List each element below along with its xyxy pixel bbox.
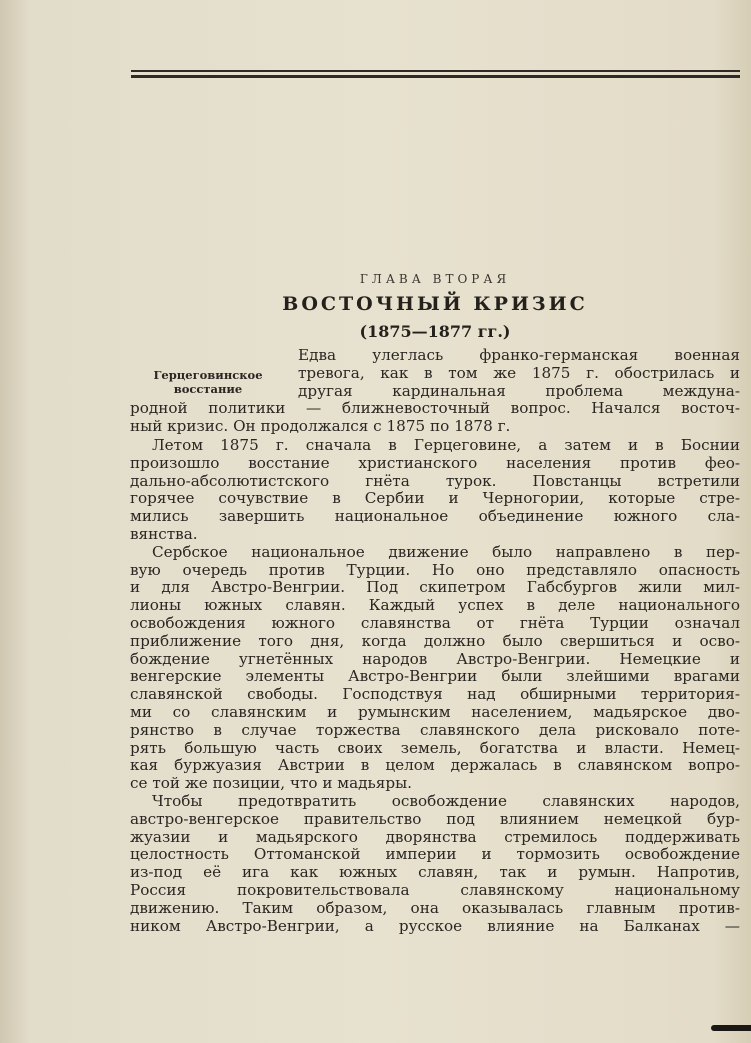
text-line: вянства. — [130, 524, 198, 543]
text-line: австро-венгерское правительство под влиянием немецкой бур- — [130, 809, 740, 828]
body-text — [130, 437, 740, 935]
text-line: лионы южных славян. Каждый успех в деле национального — [130, 596, 740, 615]
text-line: рянство в случае торжества славянского дела рисковало поте- — [130, 720, 740, 739]
text-line: Россия покровительствовала славянскому национальному — [130, 880, 740, 899]
text-line: родной политики — ближневосточный вопрос. Начался восточ- — [130, 399, 740, 418]
margin-heading-line-1: Герцеговинское — [153, 368, 263, 382]
text-line: движению. Таким образом, она оказывалась главным против- — [130, 898, 740, 917]
text-line: бождение угнетённых народов Австро-Венгрии. Немецкие и — [130, 649, 740, 668]
text-line: ный кризис. Он продолжался с 1875 по 1878 г. — [130, 417, 511, 436]
text-line: вую очередь против Турции. Но оно представляло опасность — [130, 560, 740, 579]
text-line: се той же позиции, что и мадьяры. — [130, 774, 413, 793]
text-line: мились завершить национальное объединение южного сла- — [130, 507, 740, 526]
text-line: произошло восстание христианского населения против фео- — [130, 453, 740, 472]
chapter-dates: (1875—1877 гг.) — [359, 322, 511, 341]
header-rule-thin — [131, 70, 740, 72]
chapter-label: ГЛАВА ВТОРАЯ — [359, 272, 511, 286]
text-line: венгерские элементы Австро-Венгрии были злейшими врагами — [130, 667, 740, 686]
text-line: освобождения южного славянства от гнёта Турции означал — [130, 613, 740, 632]
text-line: Сербское национальное движение было направлено в пер- — [152, 542, 740, 561]
text-line: ми со славянским и румынским населением, мадьярское дво- — [130, 702, 740, 721]
text-line: Чтобы предотвратить освобождение славянских народов, — [152, 791, 740, 810]
text-line: славянской свободы. Господствуя над обширными территория- — [130, 685, 740, 704]
margin-heading-line-2: восстание — [173, 382, 243, 396]
chapter-title: ВОСТОЧНЫЙ КРИЗИС — [282, 293, 588, 315]
text-line: ником Австро-Венгрии, а русское влияние на Балканах — — [130, 916, 740, 935]
text-line: другая кардинальная проблема междуна- — [298, 381, 740, 400]
text-line: жуазии и мадьярского дворянства стремилось поддерживать — [130, 827, 740, 846]
text-line: приближение того дня, когда должно было свершиться и осво- — [130, 631, 740, 650]
text-line: из-под её ига как южных славян, так и румын. Напротив, — [130, 863, 740, 882]
text-line: дально-абсолютистского гнёта турок. Повстанцы встретили — [130, 471, 740, 490]
text-line: рять большую часть своих земель, богатства и власти. Немец- — [130, 738, 740, 757]
page-corner-shadow — [711, 1025, 751, 1031]
text-line: Едва улеглась франко-германская военная — [298, 346, 740, 364]
text-line: Летом 1875 г. сначала в Герцеговине, а затем и в Боснии — [152, 436, 740, 454]
text-line: тревога, как в том же 1875 г. обострилась и — [298, 363, 740, 382]
text-line: целостность Оттоманской империи и тормозить освобождение — [130, 845, 740, 864]
text-line: кая буржуазия Австрии в целом держалась в славянском вопро- — [130, 756, 740, 775]
header-rule-thick — [131, 75, 740, 78]
text-line: горячее сочувствие в Сербии и Черногории, которые стре- — [130, 489, 740, 508]
text-line: и для Австро-Венгрии. Под скипетром Габсбургов жили мил- — [130, 578, 740, 597]
intro-paragraph — [130, 347, 740, 436]
